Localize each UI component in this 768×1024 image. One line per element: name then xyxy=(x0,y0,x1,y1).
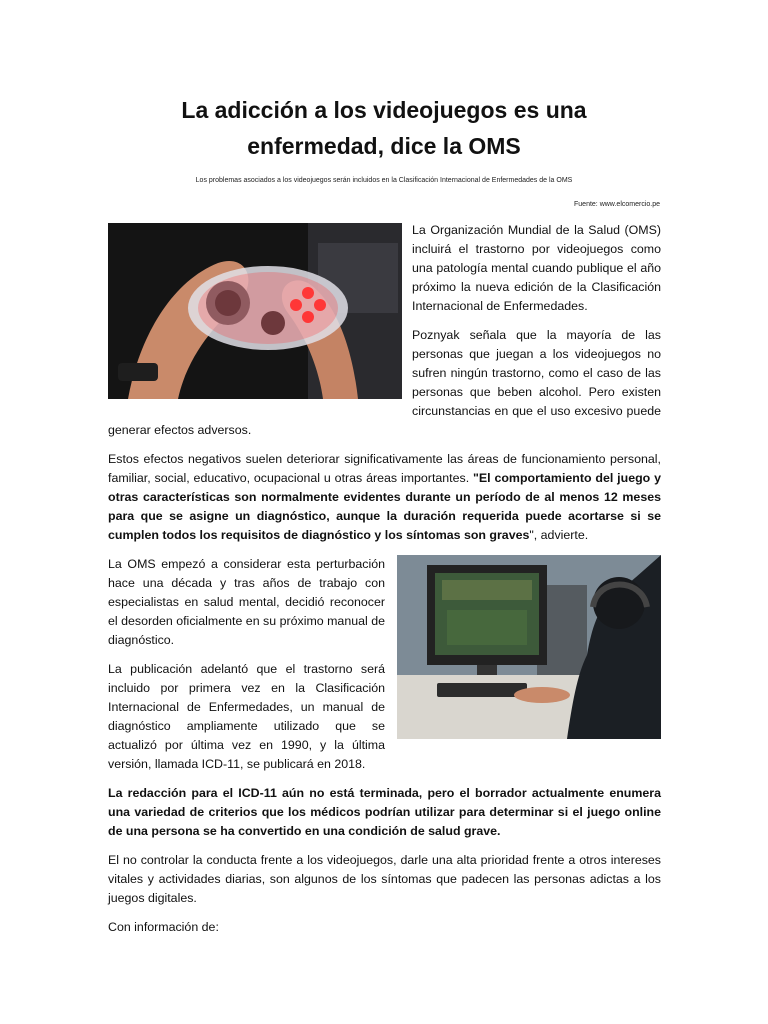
game-controller-photo xyxy=(108,223,402,399)
game-controller-illustration xyxy=(108,223,402,399)
paragraph-5: La publicación adelantó que el trastorno será incluido por primera vez en la Clasificación Internacional de Enfermedades, un manual de diagnóstico ampliamente utilizado que se actualizó por última vez en 1990, y la última versión, llamada ICD-11, se publicará en 2018. xyxy=(108,662,385,771)
article-body xyxy=(108,221,661,947)
paragraph-3-start: Estos efectos negativos suelen deteriorar significativamente las áreas de funcionamiento personal, familiar, social, educativo, ocupacional u otras áreas importantes. xyxy=(108,452,661,485)
paragraph-3-quote: "El comportamiento del juego y otras características son normalmente evidentes durante un período de al menos 12 meses para que se asigne un diagnóstico, aunque la duración requerida puede acortarse si se cumplen todos los requisitos de diagnóstico y los síntomas son graves xyxy=(108,471,661,542)
article-subtitle: Los problemas asociados a los videojuegos serán incluidos en la Clasificación Internacional de Enfermedades de la OMS xyxy=(195,177,573,184)
computer-gaming-illustration xyxy=(397,555,661,739)
paragraph-6 xyxy=(108,784,661,841)
computer-gaming-photo xyxy=(397,555,661,739)
paragraph-3-end: ", advierte. xyxy=(529,528,589,542)
article-title: La adicción a los videojuegos es una enfermedad, dice la OMS xyxy=(181,97,587,159)
paragraph-4: La OMS empezó a considerar esta perturbación hace una década y tras años de trabajo con especialistas en salud mental, decidió reconocer el desorden oficialmente en su próximo manual de diagnóstico. xyxy=(108,557,385,647)
paragraph-6-text: La redacción para el ICD-11 aún no está terminada, pero el borrador actualmente enumera una variedad de criterios que los médicos podrían utilizar para determinar si el juego online de una persona se ha convertido en una condición de salud grave. xyxy=(108,786,661,838)
paragraph-1: La Organización Mundial de la Salud (OMS) incluirá el trastorno por videojuegos como una patología mental cuando publique el año próximo la nueva edición de la Clasificación Internacional de Enfermedades. xyxy=(412,223,661,313)
article-source: Fuente: www.elcomercio.pe xyxy=(574,201,660,208)
closing-line: Con información de: xyxy=(108,920,219,934)
paragraph-7: El no controlar la conducta frente a los videojuegos, darle una alta prioridad frente a otros intereses vitales y actividades diarias, son algunos de los síntomas que padecen las personas adictas a los juegos digitales. xyxy=(108,853,661,905)
paragraph-2: Poznyak señala que la mayoría de las personas que juegan a los videojuegos no sufren ningún trastorno, como el caso de las personas que beben alcohol. Pero existen circunstancias en que el uso excesivo puede generar efectos adversos. xyxy=(108,328,661,437)
paragraph-3 xyxy=(108,450,661,545)
